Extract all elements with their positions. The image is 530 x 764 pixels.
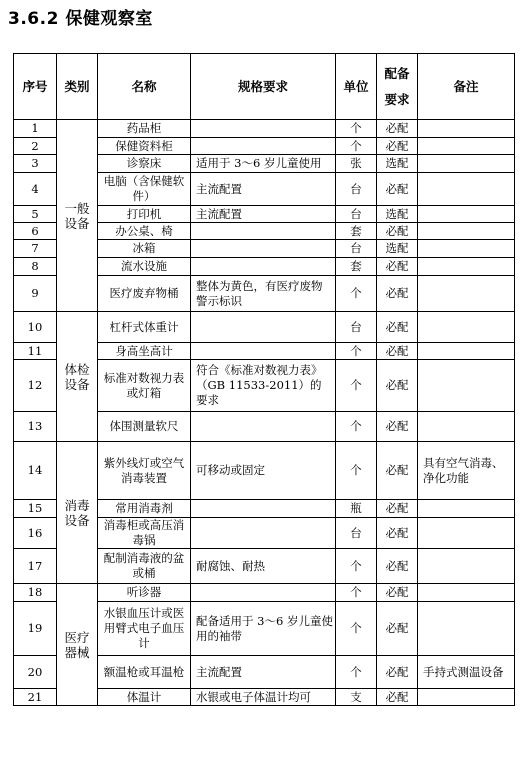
- cell-config: 必配: [377, 602, 418, 656]
- cell-unit: 个: [336, 360, 377, 412]
- cell-note: [418, 276, 515, 312]
- cell-config: 必配: [377, 276, 418, 312]
- cell-index: 19: [14, 602, 57, 656]
- cell-spec: 整体为黄色，有医疗废物警示标识: [191, 276, 336, 312]
- cell-name: 保健资料柜: [98, 138, 191, 155]
- cell-index: 21: [14, 689, 57, 706]
- cell-spec: [191, 584, 336, 602]
- cell-spec: [191, 343, 336, 360]
- cell-index: 8: [14, 258, 57, 276]
- cell-index: 4: [14, 173, 57, 206]
- cell-unit: 支: [336, 689, 377, 706]
- cell-index: 12: [14, 360, 57, 412]
- header-index: 序号: [14, 54, 57, 120]
- cell-note: [418, 360, 515, 412]
- cell-index: 17: [14, 549, 57, 584]
- cell-name: 常用消毒剂: [98, 500, 191, 518]
- cell-name: 消毒柜或高压消毒锅: [98, 518, 191, 549]
- table-body: [14, 120, 515, 706]
- cell-unit: 张: [336, 155, 377, 173]
- cell-spec: [191, 412, 336, 442]
- cell-name: 标准对数视力表或灯箱: [98, 360, 191, 412]
- cell-index: 10: [14, 312, 57, 343]
- cell-note: [418, 584, 515, 602]
- cell-spec: [191, 500, 336, 518]
- cell-config: 必配: [377, 258, 418, 276]
- cell-name: 药品柜: [98, 120, 191, 138]
- table-row: [14, 442, 515, 500]
- cell-config: 必配: [377, 343, 418, 360]
- table-row: [14, 120, 515, 138]
- cell-name: 体围测量软尺: [98, 412, 191, 442]
- cell-config: 必配: [377, 412, 418, 442]
- cell-index: 15: [14, 500, 57, 518]
- cell-name: 冰箱: [98, 240, 191, 258]
- cell-note: [418, 689, 515, 706]
- cell-unit: 个: [336, 602, 377, 656]
- header-spec: 规格要求: [191, 54, 336, 120]
- cell-spec: 耐腐蚀、耐热: [191, 549, 336, 584]
- cell-index: 9: [14, 276, 57, 312]
- cell-note: [418, 223, 515, 240]
- cell-name: 诊察床: [98, 155, 191, 173]
- cell-index: 5: [14, 206, 57, 223]
- cell-unit: 台: [336, 173, 377, 206]
- cell-name: 额温枪或耳温枪: [98, 656, 191, 689]
- cell-note: 具有空气消毒、净化功能: [418, 442, 515, 500]
- header-unit: 单位: [336, 54, 377, 120]
- cell-index: 2: [14, 138, 57, 155]
- table-row: [14, 584, 515, 602]
- cell-note: [418, 120, 515, 138]
- cell-config: 必配: [377, 656, 418, 689]
- cell-unit: 台: [336, 518, 377, 549]
- cell-unit: 个: [336, 120, 377, 138]
- section-title: 3.6.2 保健观察室: [8, 9, 153, 29]
- cell-note: [418, 206, 515, 223]
- cell-note: [418, 240, 515, 258]
- cell-name: 流水设施: [98, 258, 191, 276]
- cell-note: [418, 549, 515, 584]
- table-header-row: [14, 54, 515, 120]
- cell-index: 6: [14, 223, 57, 240]
- cell-spec: [191, 518, 336, 549]
- cell-note: 手持式测温设备: [418, 656, 515, 689]
- cell-spec: 主流配置: [191, 656, 336, 689]
- cell-spec: [191, 138, 336, 155]
- cell-unit: 个: [336, 656, 377, 689]
- cell-config: 必配: [377, 312, 418, 343]
- cell-config: 必配: [377, 223, 418, 240]
- equipment-table: [13, 53, 515, 706]
- cell-index: 20: [14, 656, 57, 689]
- cell-note: [418, 412, 515, 442]
- cell-unit: 台: [336, 312, 377, 343]
- cell-note: [418, 500, 515, 518]
- cell-note: [418, 258, 515, 276]
- cell-unit: 瓶: [336, 500, 377, 518]
- cell-config: 必配: [377, 518, 418, 549]
- cell-note: [418, 343, 515, 360]
- cell-name: 医疗废弃物桶: [98, 276, 191, 312]
- cell-spec: 符合《标准对数视力表》（GB 11533-2011）的要求: [191, 360, 336, 412]
- cell-index: 3: [14, 155, 57, 173]
- cell-spec: [191, 223, 336, 240]
- cell-config: 必配: [377, 442, 418, 500]
- cell-config: 必配: [377, 173, 418, 206]
- cell-unit: 个: [336, 549, 377, 584]
- cell-name: 听诊器: [98, 584, 191, 602]
- cell-note: [418, 602, 515, 656]
- cell-config: 选配: [377, 155, 418, 173]
- cell-unit: 套: [336, 223, 377, 240]
- cell-unit: 套: [336, 258, 377, 276]
- cell-spec: 水银或电子体温计均可: [191, 689, 336, 706]
- cell-spec: [191, 240, 336, 258]
- cell-spec: 主流配置: [191, 206, 336, 223]
- cell-note: [418, 312, 515, 343]
- cell-note: [418, 518, 515, 549]
- cell-unit: 台: [336, 240, 377, 258]
- cell-category: 医疗器械: [57, 584, 98, 706]
- cell-name: 体温计: [98, 689, 191, 706]
- cell-config: 必配: [377, 549, 418, 584]
- cell-config: 选配: [377, 240, 418, 258]
- cell-index: 7: [14, 240, 57, 258]
- cell-spec: [191, 258, 336, 276]
- cell-index: 14: [14, 442, 57, 500]
- cell-unit: 个: [336, 412, 377, 442]
- cell-index: 1: [14, 120, 57, 138]
- cell-unit: 个: [336, 276, 377, 312]
- cell-index: 11: [14, 343, 57, 360]
- cell-spec: [191, 120, 336, 138]
- cell-note: [418, 173, 515, 206]
- cell-name: 办公桌、椅: [98, 223, 191, 240]
- cell-unit: 台: [336, 206, 377, 223]
- cell-index: 16: [14, 518, 57, 549]
- cell-spec: 适用于 3～6 岁儿童使用: [191, 155, 336, 173]
- table-row: [14, 312, 515, 343]
- header-note: 备注: [418, 54, 515, 120]
- cell-config: 必配: [377, 138, 418, 155]
- header-config: 配备要求: [377, 54, 418, 120]
- cell-index: 18: [14, 584, 57, 602]
- cell-spec: 主流配置: [191, 173, 336, 206]
- cell-config: 选配: [377, 206, 418, 223]
- cell-unit: 个: [336, 138, 377, 155]
- cell-config: 必配: [377, 500, 418, 518]
- cell-config: 必配: [377, 120, 418, 138]
- cell-name: 配制消毒液的盆或桶: [98, 549, 191, 584]
- cell-category: 消毒设备: [57, 442, 98, 584]
- cell-config: 必配: [377, 360, 418, 412]
- cell-name: 杠杆式体重计: [98, 312, 191, 343]
- cell-note: [418, 155, 515, 173]
- cell-spec: [191, 312, 336, 343]
- cell-spec: 配备适用于 3～6 岁儿童使用的袖带: [191, 602, 336, 656]
- cell-unit: 个: [336, 442, 377, 500]
- header-category: 类别: [57, 54, 98, 120]
- cell-spec: 可移动或固定: [191, 442, 336, 500]
- cell-note: [418, 138, 515, 155]
- cell-config: 必配: [377, 584, 418, 602]
- cell-category: 体检设备: [57, 312, 98, 442]
- cell-name: 打印机: [98, 206, 191, 223]
- cell-config: 必配: [377, 689, 418, 706]
- cell-name: 紫外线灯或空气消毒装置: [98, 442, 191, 500]
- cell-unit: 个: [336, 584, 377, 602]
- cell-unit: 个: [336, 343, 377, 360]
- cell-index: 13: [14, 412, 57, 442]
- cell-name: 电脑（含保健软件）: [98, 173, 191, 206]
- cell-name: 身高坐高计: [98, 343, 191, 360]
- header-name: 名称: [98, 54, 191, 120]
- cell-name: 水银血压计或医用臂式电子血压计: [98, 602, 191, 656]
- cell-category: 一般设备: [57, 120, 98, 312]
